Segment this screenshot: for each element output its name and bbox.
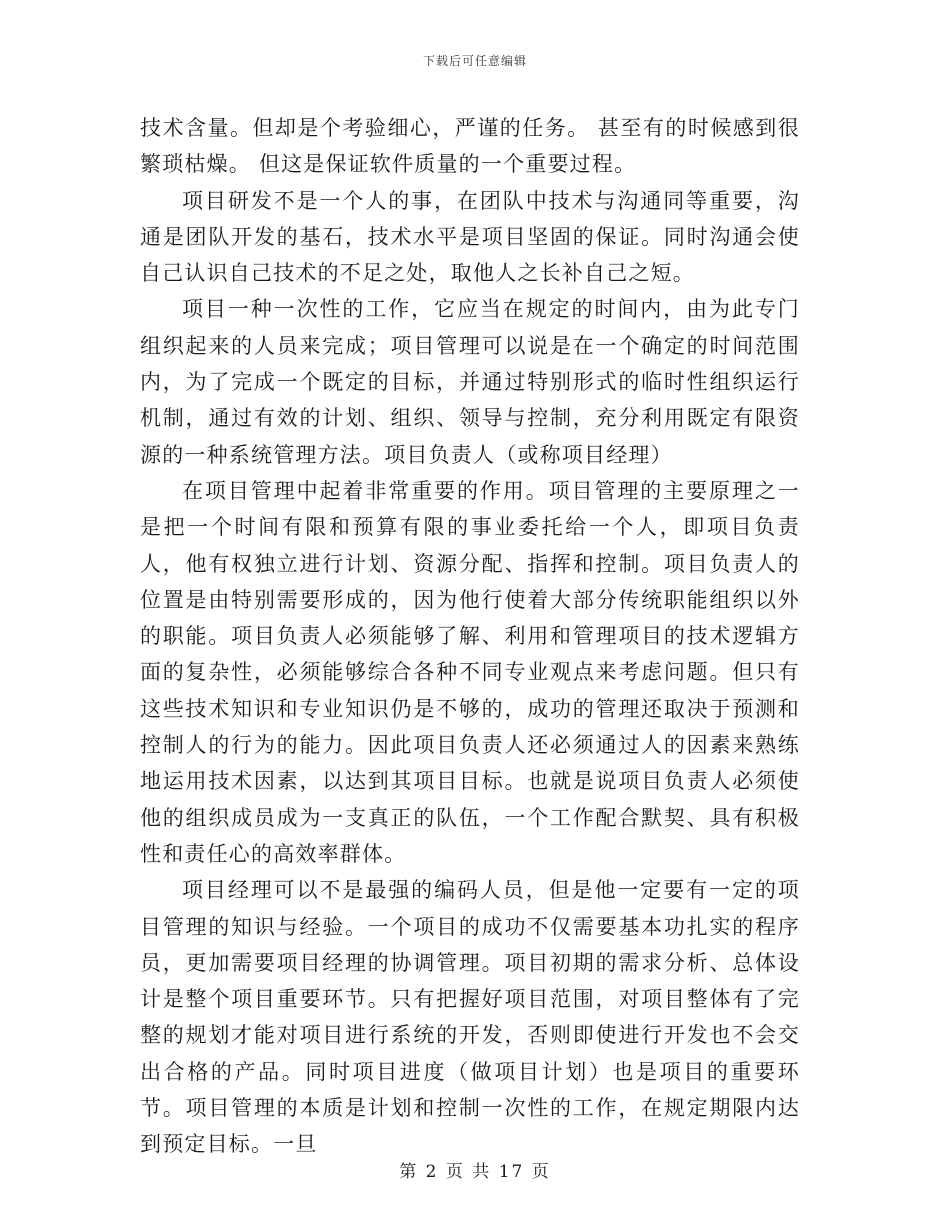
paragraph-2: 项目研发不是一个人的事，在团队中技术与沟通同等重要，沟通是团队开发的基石，技术水平是项目坚固的保证。同时沟通会使自己认识自己技术的不足之处，取他人之长补自己之短。 xyxy=(140,188,800,286)
page-header: 下载后可任意编辑 xyxy=(422,54,527,68)
paragraph-5: 项目经理可以不是最强的编码人员，但是他一定要有一定的项目管理的知识与经验。一个项目的成功不仅需要基本功扎实的程序员，更加需要项目经理的协调管理。项目初期的需求分析、总体设计是整个项目重要环节。只有把握好项目范围，对项目整体有了完整的规划才能对项目进行系统的开发，否则即使进行开发也不会交出合格的产品。同时项目进度（做项目计划）也是项目的重要环节。项目管理的本质是计划和控制一次性的工作，在规定期限内达到预定目标。一旦 xyxy=(140,878,800,1157)
page-footer: 第 2 页 共 17 页 xyxy=(399,1162,551,1182)
paragraph-3: 项目一种一次性的工作，它应当在规定的时间内，由为此专门组织起来的人员来完成；项目管理可以说是在一个确定的时间范围内，为了完成一个既定的目标，并通过特别形式的临时性组织运行机制，通过有效的计划、组织、领导与控制，充分利用既定有限资源的一种系统管理方法。项目负责人（或称项目经理） xyxy=(140,297,800,467)
document-body xyxy=(140,110,800,1163)
paragraph-4: 在项目管理中起着非常重要的作用。项目管理的主要原理之一是把一个时间有限和预算有限的事业委托给一个人，即项目负责人，他有权独立进行计划、资源分配、指挥和控制。项目负责人的位置是由特别需要形成的，因为他行使着大部分传统职能组织以外的职能。项目负责人必须能够了解、利用和管理项目的技术逻辑方面的复杂性，必须能够综合各种不同专业观点来考虑问题。但只有这些技术知识和专业知识仍是不够的，成功的管理还取决于预测和控制人的行为的能力。因此项目负责人还必须通过人的因素来熟练地运用技术因素，以达到其项目目标。也就是说项目负责人必须使他的组织成员成为一支真正的队伍，一个工作配合默契、具有积极性和责任心的高效率群体。 xyxy=(140,478,800,866)
paragraph-1: 技术含量。但却是个考验细心，严谨的任务。 甚至有的时候感到很繁琐枯燥。 但这是保证软件质量的一个重要过程。 xyxy=(140,116,800,177)
